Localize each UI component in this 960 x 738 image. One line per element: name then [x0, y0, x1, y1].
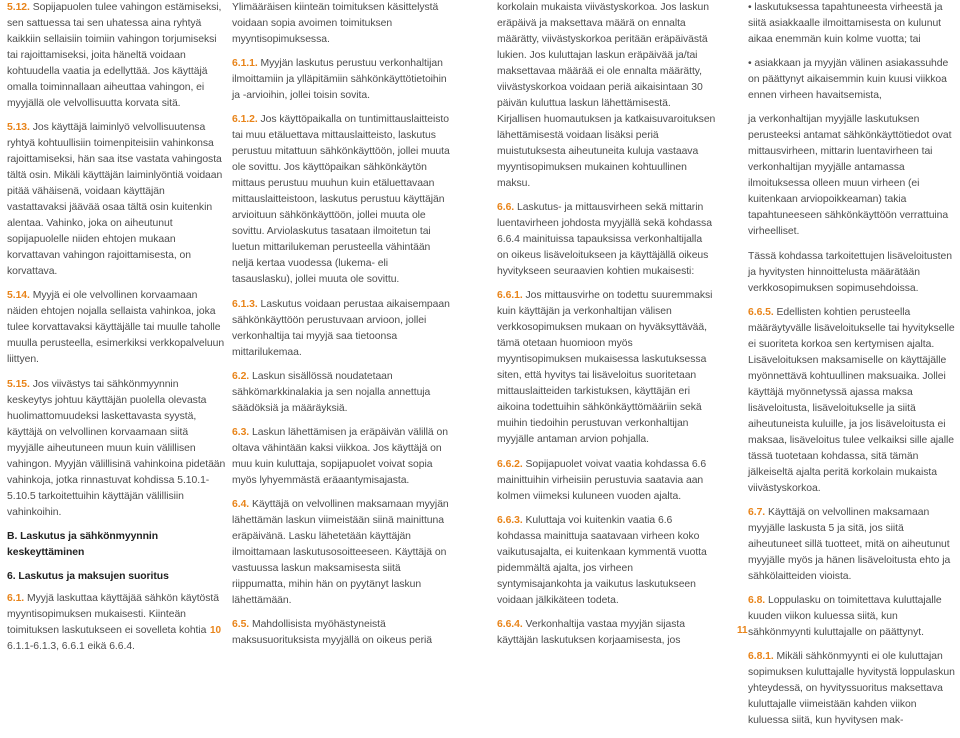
section-6-8-1: 6.8.1. Mikäli sähkönmyynti ei ole kuluttajan sopimuksen kuluttajalle hyvitystä loppulaskun yhteydessä, on hyvityssuoritus maksettava kuluttajalle viimeistään kahden viikon kuluessa siitä, kun hyvitysen mak- — [748, 651, 955, 727]
section-6-7: 6.7. Käyttäjä on velvollinen maksamaan myyjälle laskusta 5 ja sitä, jos siitä aiheutuneet sillä tuotteet, mitä on aiheutunut myyjälle myös ja hänen lisäveloitusta ehto ja sähkölaitteiden vioista. — [748, 506, 951, 582]
column-3 — [497, 0, 716, 657]
section-6-5: 6.5. Mahdollisista myöhästyneistä maksusuorituksista myyjällä on oikeus periä — [232, 619, 432, 647]
section-6-1-3: 6.1.3. Laskutus voidaan perustaa aikaisempaan sähkönkäyttöön perustuvaan arvioon, jollei verkonhaltija tai myyjä saa tietoonsa mittarilukemaa. — [232, 298, 450, 358]
section-6-6-4-note: Tässä kohdassa tarkoitettujen lisäveloitusten ja hyvitysten hinnoittelusta määrätään verkkosopimuksen sopimusehdoissa. — [748, 250, 952, 294]
section-6-1-cont: Ylimääräisen kiinteän toimituksen käsittelystä voidaan sopia avoimen toimituksen myyntisopimuksessa. — [232, 2, 439, 45]
section-6-6-4-cont: ja verkonhaltijan myyjälle laskutuksen perusteeksi antamat sähkönkäyttötiedot ovat mittausvirheen, mittarin luentavirheen tai verkonhaltijan myyjälle antamassa ilmoituksessa olleen muun virheen (ei kuitenkaan arviopoikkeaman) takia tapahtuneeseen sähkönkäyttöön verrattuina virheelliset. — [748, 114, 952, 238]
heading-b-billing: B. Laskutus ja sähkönmyynnin keskeyttäminen — [7, 530, 159, 558]
bullet-item: • asiakkaan ja myyjän välinen asiakassuhde on päättynyt aikaisemmin kuin kuusi viikkoa ennen virheen havaitsemista, — [748, 58, 949, 102]
section-6-5-cont: korkolain mukaista viivästyskorkoa. Jos laskun eräpäivä ja maksettava määrä on ennalta määrätty, viivästyskorkoa peritään eräpäivästä lukien. Jos kuluttajan laskun eräpäivää ja/tai maksettavaa määrää ei ole ennalta määrätty, viivästyskorkoa voidaan periä aikaisintaan 30 päivän kuluttua laskun lähettämisestä. Kirjallisen huomautuksen ja katkaisuvaroituksen lähettämisestä voidaan lisäksi periä muistutuksesta aiheutuneita kuluja vastaava myyntisopimuksen mukainen kohtuullinen maksu. — [497, 2, 716, 189]
section-6-4: 6.4. Käyttäjä on velvollinen maksamaan myyjän lähettämän laskun viimeistään siinä mainittuna eräpäivänä. Lasku lähetetään käyttäjän ilmoittamaan laskutusosoitteeseen. Käyttäjä on vastuussa laskun maksamisesta siitä riippumatta, mihin hän on pyytänyt laskun lähettämään. — [232, 499, 449, 607]
column-1 — [7, 0, 226, 663]
section-5-15: 5.15. Jos viivästys tai sähkönmyynnin keskeytys johtuu käyttäjän puolella olevasta huolimattomuudeksi laskettavasta syystä, käyttäjä on velvollinen korvaamaan siitä myyjälle aiheutuneen muun kuin välillisen vahingon. Myyjän välillisinä vahinkoina pidetään vahinkoja, jotka rinnastuvat kohdissa 5.10.1-5.10.5 tarkoitettuihin käyttäjän välillisiin vahinkoihin. — [7, 378, 226, 518]
bullet-item: • laskutuksessa tapahtuneesta virheestä ja siitä asiakkaalle ilmoittamisesta on kulunut aikaa enemmän kuin kolme vuotta; tai — [748, 2, 943, 45]
section-6-3: 6.3. Laskun lähettämisen ja eräpäivän välillä on oltava vähintään kaksi viikkoa. Jos käyttäjä on muu kuin kuluttaja, sopijapuolet voivat sopia myös lyhyemmästä eräaantymisajasta. — [232, 426, 448, 486]
page-number-right: 11 — [737, 625, 748, 636]
section-6-8: 6.8. Loppulasku on toimitettava kuluttajalle kuuden viikon kuluessa siitä, kun sähkönmyynti kuluttajalle on päättynyt. — [748, 595, 942, 639]
section-6-6-5: 6.6.5. Edellisten kohtien perusteella määräytyvälle lisäveloitukselle tai hyvitykselle ei suoriteta korkoa sen kertymisen ajalta. Lisäveloituksen maksamiselle on käyttäjälle myönnettävä kohtuullinen maksuaika. Jollei käyttäjä myönnetyssä ajassa maksa lisäveloitusta, lisäveloitukselle ja siitä aiheutuneista kuluille, ja jos lisäveloitusta ei maksaa, lisäveloitus tulee velkaiksi sille ajalle tässä tuotetaan kohdassa, sitä tämän jälkeiseltä ajalta peritä korkolain mukaista viivästyskorkoa. — [748, 306, 955, 494]
section-6-6: 6.6. Laskutus- ja mittausvirheen sekä mittarin luentavirheen johdosta myyjällä sekä kohdassa 6.6.4 mainituissa tapauksissa verkonhaltijalla on oikeus lisäveloitukseen ja käyttäjällä oikeus hyvitykseen seuraavien kohtien mukaisesti: — [497, 202, 712, 278]
right-page — [480, 0, 960, 727]
section-5-12: 5.12. Sopijapuolen tulee vahingon estämiseksi, sen sattuessa tai sen uhatessa aina ryhtyä kaikkiin sellaisiin toimiin vahingon torjumiseksi tai rajoittamiseksi, joita häneltä voidaan kohtuudella vaatia ja edellyttää. Jos käyttäjä omalla toiminnallaan aiheuttaa vahingon, ei myyjällä ole velvollisuutta korvata sitä. — [7, 2, 222, 109]
section-6-6-4: 6.6.4. Verkonhaltija vastaa myyjän sijasta käyttäjän laskutuksen korjaamisesta, jos — [497, 618, 685, 646]
heading-6-billing: 6. Laskutus ja maksujen suoritus — [7, 570, 169, 582]
left-page — [0, 0, 480, 652]
section-6-2: 6.2. Laskun sisällössä noudatetaan sähkömarkkinalakia ja sen nojalla annettuja säädöksiä ja määräyksiä. — [232, 370, 431, 414]
section-5-13: 5.13. Jos käyttäjä laiminlyö velvollisuutensa ryhtyä kohtuullisiin toimenpiteisiin vahinkonsa rajoittamiseksi, hän saa itse vastata vahingosta tältä osin. Mikäli käyttäjän laiminlyöntiä voidaan pitää vähäisenä, voidaan käyttäjän vastattavaksi jäävää osaa tältä osin kuitenkin alentaa. Vahinko, joka on aiheutunut sopijapuolelle niiden ehtojen mukaan korvattavan vahingon rajoittamisesta, on korvattava. — [7, 122, 223, 278]
page-number-left: 10 — [210, 625, 222, 636]
column-2 — [232, 0, 450, 658]
section-6-1: 6.1. Myyjä laskuttaa käyttäjää sähkön käytöstä myyntisopimuksen mukaisesti. Kiinteän toimituksen laskutukseen ei sovelleta kohtia 6.1.1-6.1.3, 6.6.1 eikä 6.6.4. — [7, 592, 219, 652]
column-4 — [748, 0, 956, 738]
section-6-1-1: 6.1.1. Myyjän laskutus perustuu verkonhaltijan ilmoittamiin ja ylläpitämiin sähkönkäyttötietoihin ja -arvioihin, jollei toisin sovita. — [232, 58, 447, 102]
section-5-14: 5.14. Myyjä ei ole velvollinen korvaamaan näiden ehtojen nojalla sellaista vahinkoa, joka tulee korvattavaksi käyttäjälle tai muulle taholle muulla perusteella, esimerkiksi verkkopalveluun liittyen. — [7, 290, 225, 366]
section-6-6-3: 6.6.3. Kuluttaja voi kuitenkin vaatia 6.6 kohdassa mainittuja saatavaan virheen koko vaikutusajalta, ei kuitenkaan kymmentä vuotta pidemmältä ajalta, jos virheen syntymisajankohta ja vaikutus laskutukseen voidaan jälkikäteen todeta. — [497, 514, 707, 606]
section-6-1-2: 6.1.2. Jos käyttöpaikalla on tuntimittauslaitteisto tai muu etäluettava mittauslaitteisto, laskutus perustuu mitattuun sähkönkäyttöön, jollei muuta ole sovittu. Jos käyttöpaikan sähkönkäytön mittaus perustuu muuhun kuin etäluettavaan mittauslaitteistoon, laskutus perustuu käyttäjän arvioituun sähkönkäyttöön, jollei muuta ole sovittu. Arviolaskutus tasataan ilmoitetun tai luetun mittarilukeman perusteella vähintään neljä kertaa vuodessa (lukema- eli tasauslasku), jollei muuta ole sovittu. — [232, 114, 450, 286]
section-6-6-2: 6.6.2. Sopijapuolet voivat vaatia kohdassa 6.6 mainittuihin virheisiin perustuvia saatavia aan kolmen viimeksi kuluneen vuoden ajalta. — [497, 458, 707, 502]
section-6-6-1: 6.6.1. Jos mittausvirhe on todettu suuremmaksi kuin käyttäjän ja verkonhaltijan välisen verkkosopimuksen mukaan on hyväksyttävää, tämä otetaan huomioon myös myyntisopimuksen mukaisessa laskutuksessa siten, että hyvitys tai lisäveloitus suoritetaan mittauslaitteiden tarkistuksen, käyttäjän eri aikoina todettuihin sähkönkäyttömääriin sekä muihin tiedoihin perustuvan verkonhaltijan myyjälle antaman arvion pohjalla. — [497, 290, 713, 446]
